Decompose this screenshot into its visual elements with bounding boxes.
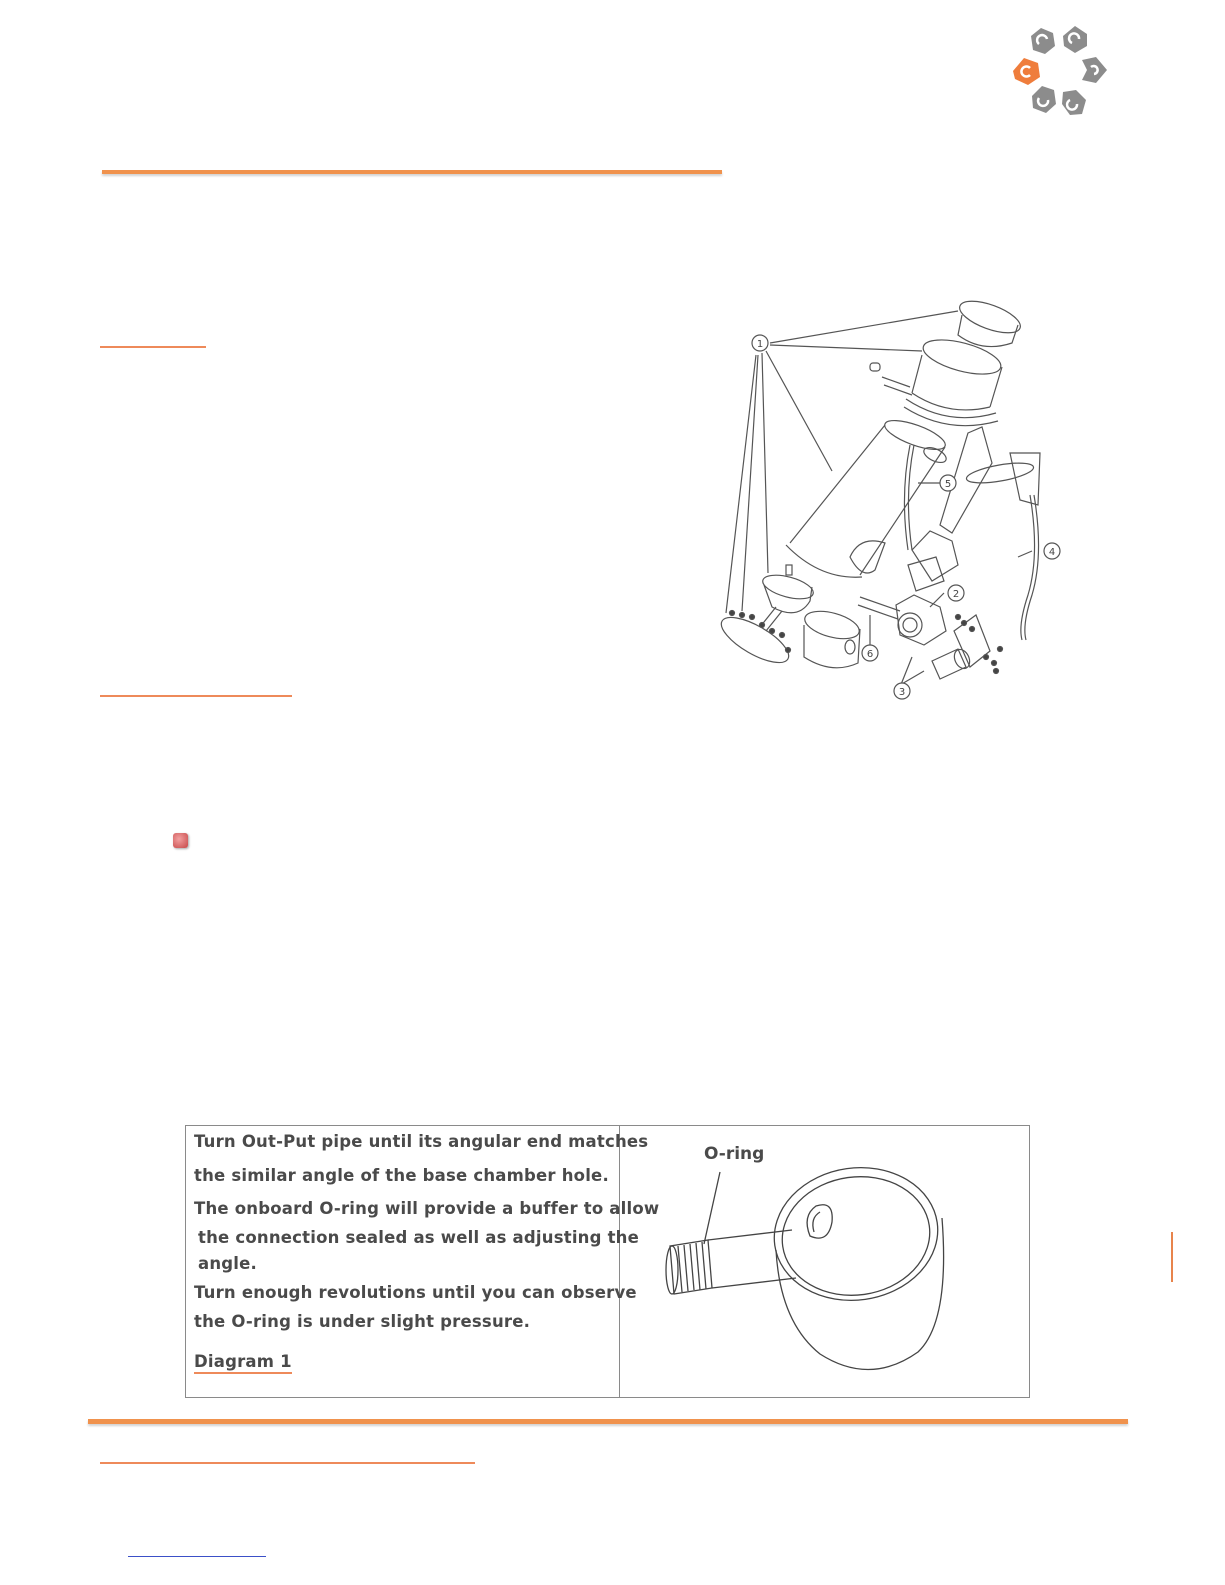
red-bullet-icon <box>173 833 188 848</box>
callout-1 <box>752 335 768 351</box>
diagram-1-table <box>185 1125 1030 1398</box>
callout-5 <box>940 475 956 491</box>
footer-rule <box>88 1419 1128 1424</box>
header-rule <box>102 170 722 174</box>
base-chamber-drawing <box>620 1126 1028 1396</box>
svg-text:1: 1 <box>756 339 764 350</box>
section-underline-1 <box>100 346 206 348</box>
svg-text:5: 5 <box>944 479 952 490</box>
margin-marker <box>1171 1232 1173 1282</box>
callout-6 <box>862 645 878 661</box>
instruction-line-2: the similar angle of the base chamber hole. <box>194 1166 609 1185</box>
svg-text:4: 4 <box>1048 547 1056 558</box>
oring-label: O-ring <box>704 1144 765 1164</box>
instruction-line-6: Turn enough revolutions until you can observe <box>194 1283 637 1302</box>
diagram-caption: Diagram 1 <box>194 1352 292 1374</box>
svg-text:3: 3 <box>898 687 906 698</box>
callout-3 <box>894 683 910 699</box>
exploded-parts-diagram <box>700 295 1070 715</box>
callout-2 <box>948 585 964 601</box>
instruction-cell <box>186 1126 660 1397</box>
fish-flower-logo-icon <box>1008 22 1112 122</box>
oring-illustration-cell <box>620 1126 1029 1397</box>
callout-4 <box>1044 543 1060 559</box>
instruction-line-3: The onboard O-ring will provide a buffer to allow <box>194 1199 660 1218</box>
section-underline-3 <box>100 1462 475 1464</box>
instruction-line-4: the connection sealed as well as adjusting the <box>198 1228 639 1247</box>
instruction-line-1: Turn Out-Put pipe until its angular end matches <box>194 1132 649 1151</box>
link-underline <box>128 1556 266 1557</box>
svg-text:6: 6 <box>866 649 874 660</box>
instruction-line-7: the O-ring is under slight pressure. <box>194 1312 531 1331</box>
section-underline-2 <box>100 695 292 697</box>
svg-text:2: 2 <box>952 589 960 600</box>
instruction-line-5: angle. <box>198 1254 258 1273</box>
